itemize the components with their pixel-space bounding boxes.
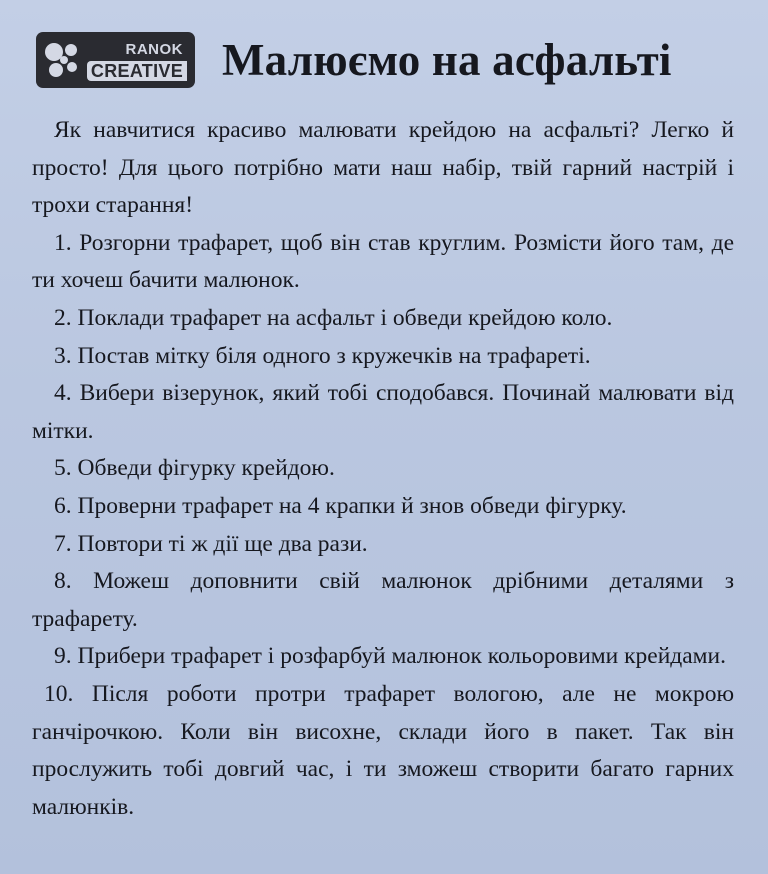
logo-text-creative: CREATIVE — [87, 61, 187, 81]
step-7: 7. Повтори ті ж дії ще два рази. — [54, 530, 368, 557]
step-6: 6. Проверни трафарет на 4 крапки й знов обведи фігурку. — [54, 492, 627, 519]
step-4: 4. Вибери візерунок, який тобі сподобався. Починай малювати від мітки. — [32, 380, 734, 444]
instructions-body — [32, 112, 734, 826]
intro-paragraph: Як навчитися красиво малювати крейдою на асфальті? Легко й просто! Для цього потрібно мати наш набір, твій гарний настрій і трохи старання! — [32, 117, 734, 219]
step-1: 1. Розгорни трафарет, щоб він став круглим. Розмісти його там, де ти хочеш бачити малюнок. — [32, 229, 734, 294]
logo-dots-icon — [42, 40, 84, 80]
step-10: 10. Після роботи протри трафарет вологою, але не мокрою ганчірочкою. Коли він висохне, склади його в пакет. Так він прослужить тобі довгий час, і ти зможеш створити багато гарних малюнків. — [32, 680, 734, 820]
page-title: Малюємо на асфальті — [222, 35, 672, 85]
step-3: 3. Постав мітку біля одного з кружечків на трафареті. — [54, 342, 591, 369]
step-8: 8. Можеш доповнити свій малюнок дрібними деталями з трафарету. — [32, 568, 734, 632]
step-5: 5. Обведи фігурку крейдою. — [54, 455, 335, 482]
step-2: 2. Поклади трафарет на асфальт і обведи крейдою коло. — [54, 304, 613, 331]
header — [36, 30, 746, 102]
step-9: 9. Прибери трафарет і розфарбуй малюнок кольоровими крейдами. — [54, 643, 726, 670]
logo-text-ranok: RANOK — [125, 41, 183, 58]
ranok-creative-logo — [36, 32, 195, 88]
